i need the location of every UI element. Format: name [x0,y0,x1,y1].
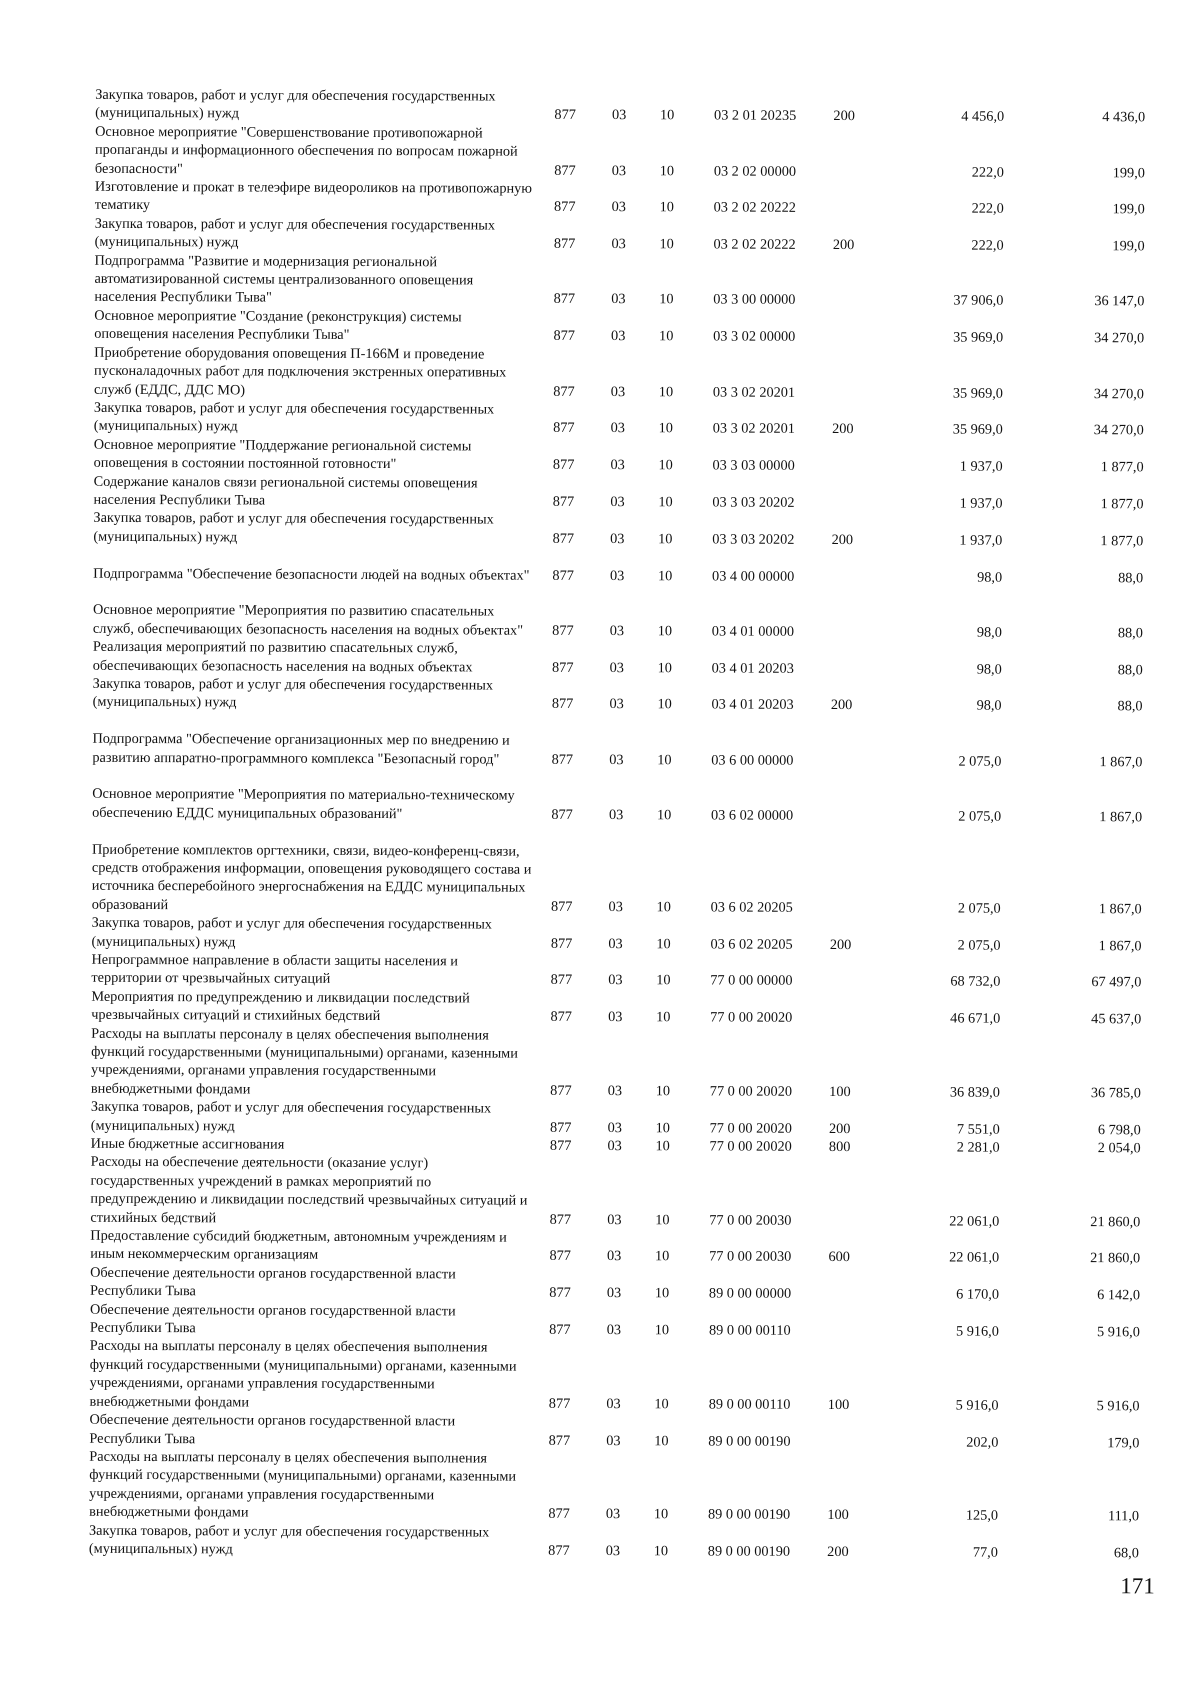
section-code: 03 [609,696,624,713]
expense-type-code [817,475,867,512]
subsection-code: 10 [657,567,673,584]
target-article-code: 03 3 03 00000 [712,457,795,474]
expense-name: Основное мероприятие "Поддержание региональной системы оповещения в состоянии постоянной готовности" [93,436,472,473]
expense-name: Расходы на выплаты персоналу в целях обеспечения выполнения функций государственными (муниципальными) органами, казенными учреждениями, органами управления государственными внебюджетными фондами [89,1448,517,1521]
admin-code: 877 [552,659,574,676]
amount-1: 222,0 [971,237,1004,255]
admin-code: 877 [553,291,576,308]
section-code: 03 [609,751,624,768]
table-row [94,343,1144,403]
table-row [90,1337,1140,1415]
expense-name: Подпрограмма "Обеспечение безопасности людей на водных объектах" [93,565,530,584]
subsection-code: 10 [658,531,673,548]
budget-table-body [89,86,1145,1563]
admin-code: 877 [550,1082,572,1099]
target-article-code: 03 6 02 20205 [710,899,793,916]
table-row [93,546,1143,587]
table-row [94,436,1144,477]
amount-2: 45 637,0 [1091,1011,1142,1028]
expense-name: Иные бюджетные ассигнования [90,1135,285,1153]
amount-2: 1 867,0 [1099,808,1143,826]
expense-name: Основное мероприятие "Мероприятия по материально-техническому обеспечению ЕДДС муниципальных образований" [92,786,515,822]
section-code: 03 [606,1322,622,1339]
amount-1: 98,0 [976,698,1002,715]
amount-2: 34 270,0 [1093,385,1145,402]
expense-type-code: 200 [827,1543,849,1561]
target-article-code: 03 3 03 20202 [712,531,795,548]
expense-name: Обеспечение деятельности органов государственной власти Республики Тыва [89,1301,456,1337]
section-code: 03 [608,898,623,915]
target-article-code: 77 0 00 00000 [710,972,793,990]
table-row [95,215,1145,256]
admin-code: 877 [551,751,574,768]
amount-1: 1 937,0 [959,495,1003,512]
target-article-code: 89 0 00 00190 [707,1543,791,1560]
section-code: 03 [607,1138,622,1155]
expense-name: Закупка товаров, работ и услуг для обеспечения государственных (муниципальных) нужд [93,510,494,546]
subsection-code: 10 [659,162,675,179]
subsection-code: 10 [657,622,673,640]
expense-type-code: 100 [827,1396,850,1413]
expense-name: Обеспечение деятельности органов государственной власти Республики Тыва [90,1264,456,1300]
expense-type-code [815,991,865,1028]
amount-2: 111,0 [1107,1508,1140,1525]
amount-2: 21 860,0 [1090,1213,1141,1231]
expense-type-code: 200 [832,421,854,438]
admin-code: 877 [549,1248,571,1265]
amount-1: 5 916,0 [955,1323,999,1340]
target-article-code: 89 0 00 00190 [707,1506,791,1523]
admin-code: 877 [552,622,574,639]
amount-2: 34 270,0 [1094,330,1145,347]
section-code: 03 [611,107,627,124]
admin-code: 877 [552,493,575,510]
subsection-code: 10 [654,1285,670,1302]
admin-code: 877 [551,696,574,713]
admin-code: 877 [549,1119,572,1136]
expense-name: Основное мероприятие "Совершенствование противопожарной пропаганды и информационного обеспечения по вопросам пожарной безопасности" [94,123,518,177]
table-row [94,307,1144,348]
table-row [90,1300,1140,1341]
admin-code: 877 [551,806,573,823]
table-row [92,914,1142,955]
admin-code: 877 [553,236,576,253]
table-row [89,1411,1139,1452]
target-article-code: 03 3 02 20201 [712,383,796,401]
amount-1: 202,0 [966,1434,999,1451]
expense-type-code [819,181,869,218]
subsection-code: 10 [654,1395,669,1413]
target-article-code: 03 4 01 20203 [711,660,794,677]
target-article-code: 03 3 03 20202 [712,494,795,511]
table-row [90,1227,1140,1268]
budget-table [89,86,1145,1563]
admin-code: 877 [553,328,575,345]
expense-name: Реализация мероприятий по развитию спасательных служб, обеспечивающих безопасность населения на водных объектах [92,638,473,675]
table-row [89,1448,1139,1526]
amount-2: 1 877,0 [1100,459,1144,476]
amount-2: 199,0 [1112,164,1145,181]
amount-1: 68 732,0 [950,973,1001,991]
expense-type-code [817,549,867,586]
amount-1: 2 075,0 [957,937,1001,954]
amount-1: 98,0 [976,661,1002,678]
table-row [93,675,1143,716]
expense-type-code: 200 [828,1120,851,1137]
subsection-code: 10 [659,107,675,124]
amount-2: 1 867,0 [1098,937,1142,954]
amount-2: 5 916,0 [1096,1397,1140,1415]
expense-type-code [814,1267,864,1304]
subsection-code: 10 [658,383,674,400]
expense-name: Закупка товаров, работ и услуг для обеспечения государственных (муниципальных) нужд [90,1098,492,1135]
amount-1: 22 061,0 [949,1213,1000,1230]
amount-2: 6 142,0 [1097,1287,1141,1304]
section-code: 03 [611,236,626,253]
target-article-code: 03 6 02 00000 [710,807,794,824]
section-code: 03 [610,383,626,400]
expense-name: Подпрограмма "Развитие и модернизация региональной автоматизированной системы централизованного оповещения населения Республики Тыва" [94,252,474,307]
amount-2: 36 785,0 [1090,1084,1141,1102]
subsection-code: 10 [659,199,674,216]
subsection-code: 10 [658,420,673,437]
table-row [91,951,1141,992]
table-row [93,638,1143,679]
target-article-code: 77 0 00 20020 [709,1120,792,1137]
expense-name: Непрограммное направление в области защиты населения и территории от чрезвычайных ситуаций [91,951,458,988]
amount-2: 4 436,0 [1102,109,1146,126]
target-article-code: 77 0 00 20030 [709,1248,792,1266]
expense-type-code: 100 [827,1507,849,1524]
amount-1: 35 969,0 [952,385,1004,402]
amount-1: 222,0 [971,201,1004,218]
table-row [95,123,1145,183]
section-code: 03 [607,1211,622,1228]
section-code: 03 [610,530,625,547]
section-code: 03 [605,1506,621,1523]
admin-code: 877 [548,1505,570,1523]
target-article-code: 03 3 00 00000 [713,291,796,309]
expense-type-code [816,715,866,770]
table-row [90,1264,1140,1305]
admin-code: 877 [548,1432,571,1449]
admin-code: 877 [549,1211,572,1228]
amount-2: 1 877,0 [1100,532,1144,550]
subsection-code: 10 [659,328,674,345]
amount-2: 199,0 [1112,201,1145,218]
amount-2: 36 147,0 [1094,293,1145,310]
amount-2: 88,0 [1118,569,1144,586]
amount-2: 1 867,0 [1098,900,1142,918]
subsection-code: 10 [654,1432,669,1449]
section-code: 03 [610,420,625,437]
target-article-code: 03 3 02 20201 [712,420,795,438]
subsection-code: 10 [657,751,672,768]
table-row [91,988,1141,1029]
target-article-code: 77 0 00 20030 [709,1212,792,1229]
target-article-code: 03 6 02 20205 [710,936,793,953]
amount-1: 5 916,0 [955,1397,999,1414]
target-article-code: 89 0 00 00190 [708,1432,791,1450]
section-code: 03 [608,972,623,989]
amount-2: 1 877,0 [1100,496,1144,513]
subsection-code: 10 [655,1083,671,1100]
section-code: 03 [609,622,625,639]
section-code: 03 [609,567,625,584]
amount-2: 21 860,0 [1090,1250,1141,1267]
subsection-code: 10 [656,972,671,989]
table-row [92,822,1142,919]
subsection-code: 10 [658,457,673,474]
section-code: 03 [611,199,626,216]
amount-1: 1 937,0 [959,532,1003,549]
table-row [90,1153,1140,1231]
subsection-code: 10 [655,1211,670,1228]
expense-type-code [819,126,869,181]
admin-code: 877 [549,1321,571,1338]
admin-code: 877 [553,420,575,437]
expense-name: Мероприятия по предупреждению и ликвидации последствий чрезвычайных ситуаций и стихийных бедствий [91,988,470,1025]
target-article-code: 03 2 02 20222 [713,236,796,254]
target-article-code: 77 0 00 20020 [709,1083,793,1100]
expense-name: Расходы на выплаты персоналу в целях обеспечения выполнения функций государственными (муниципальными) органами, казенными учреждениями, органами управления государственными внебюджетными фондами [89,1338,517,1411]
section-code: 03 [606,1432,621,1449]
table-row [91,1098,1141,1139]
section-code: 03 [608,935,623,952]
expense-type-code [818,255,868,310]
amount-1: 36 839,0 [949,1084,1000,1101]
expense-type-code: 200 [830,697,853,714]
subsection-code: 10 [653,1543,669,1560]
target-article-code: 89 0 00 00110 [709,1322,791,1339]
amount-2: 1 867,0 [1099,753,1143,770]
admin-code: 877 [550,935,573,952]
expense-name: Закупка товаров, работ и услуг для обеспечения государственных (муниципальных) нужд [94,215,496,251]
table-row [92,712,1142,772]
subsection-code: 10 [659,291,674,308]
amount-2: 68,0 [1113,1545,1139,1562]
amount-1: 77,0 [972,1544,998,1561]
admin-code: 877 [553,383,575,400]
expense-name: Предоставление субсидий бюджетным, автономным учреждениям и иным некоммерческим организациям [90,1227,507,1264]
expense-type-code: 100 [829,1083,851,1100]
amount-2: 67 497,0 [1091,974,1142,991]
subsection-code: 10 [656,898,671,916]
amount-2: 199,0 [1112,238,1145,255]
section-code: 03 [611,162,627,179]
target-article-code: 03 2 02 20222 [713,199,796,217]
expense-type-code: 200 [832,237,855,254]
expense-name: Приобретение комплектов оргтехники, связи, видео-конференц-связи, средств отображения информации, оповещения руководящего состава и источника бесперебойного энергоснабжения на ЕДДС муниципальных образований [91,841,532,913]
section-code: 03 [611,328,626,345]
expense-type-code [818,439,868,476]
section-code: 03 [608,1009,623,1026]
expense-type-code [814,1156,864,1230]
expense-type-code [815,954,865,991]
amount-2: 88,0 [1117,624,1143,642]
table-row [93,472,1143,513]
expense-type-code [816,825,866,917]
section-code: 03 [607,1248,622,1265]
expense-name: Закупка товаров, работ и услуг для обеспечения государственных (муниципальных) нужд [92,675,494,711]
target-article-code: 77 0 00 20020 [710,1009,793,1027]
expense-name: Расходы на обеспечение деятельности (оказание услуг) государственных учреждений в рамках мероприятий по предупреждению и ликвидации последствий чрезвычайных ситуаций и стихийных бедствий [90,1154,528,1226]
subsection-code: 10 [657,659,672,676]
amount-2: 179,0 [1107,1434,1140,1451]
target-article-code: 03 2 02 00000 [713,163,797,180]
amount-1: 6 170,0 [956,1286,1000,1304]
expense-name: Основное мероприятие "Создание (реконструкция) системы оповещения населения Республики Тыва" [94,307,462,344]
amount-2: 2 054,0 [1097,1140,1141,1157]
amount-1: 98,0 [976,624,1002,641]
amount-1: 35 969,0 [952,421,1003,439]
expense-name: Закупка товаров, работ и услуг для обеспечения государственных (муниципальных) нужд [91,914,493,950]
amount-1: 1 937,0 [959,458,1003,475]
expense-type-code: 600 [828,1249,850,1266]
subsection-code: 10 [656,935,671,952]
expense-type-code [817,641,867,678]
target-article-code: 89 0 00 00000 [708,1285,792,1303]
section-code: 03 [609,659,624,676]
page-number: 171 [1120,1573,1155,1599]
admin-code: 877 [548,1542,570,1559]
table-row [89,1521,1139,1562]
target-article-code: 03 2 01 20235 [714,107,797,125]
subsection-code: 10 [655,1248,670,1265]
target-article-code: 03 4 01 00000 [711,623,795,640]
section-code: 03 [611,291,626,308]
section-code: 03 [610,457,625,474]
amount-1: 7 551,0 [956,1121,1000,1138]
expense-type-code: 200 [829,936,852,953]
table-row [93,583,1143,643]
target-article-code: 89 0 00 00110 [708,1396,791,1413]
table-row [94,251,1144,311]
subsection-code: 10 [659,236,674,253]
expense-name: Закупка товаров, работ и услуг для обеспечения государственных (муниципальных) нужд [93,399,495,435]
amount-1: 4 456,0 [961,108,1005,126]
amount-2: 6 798,0 [1097,1121,1141,1138]
amount-1: 46 671,0 [950,1010,1001,1027]
expense-name: Основное мероприятие "Мероприятия по развитию спасательных служб, обеспечивающих безопасность населения на водных объектах" [92,602,524,639]
amount-1: 37 906,0 [953,293,1004,310]
expense-type-code [814,1304,864,1341]
target-article-code: 03 3 02 00000 [713,328,796,346]
amount-1: 222,0 [971,164,1004,181]
expense-type-code [813,1414,863,1451]
amount-1: 2 075,0 [958,753,1002,770]
subsection-code: 10 [655,1119,670,1136]
admin-code: 877 [554,199,576,216]
amount-1: 2 075,0 [958,808,1002,825]
amount-2: 34 270,0 [1093,422,1144,439]
expense-name: Подпрограмма "Обеспечение организационных мер по внедрению и развитию аппаратно-программного комплекса "Безопасный город" [92,730,510,768]
amount-1: 2 075,0 [957,900,1001,917]
expense-type-code [817,586,867,641]
target-article-code: 03 4 00 00000 [712,568,795,585]
subsection-code: 10 [656,806,672,824]
expense-name: Изготовление и прокат в телеэфире видеороликов на противопожарную тематику [94,178,533,214]
table-row [95,178,1145,219]
expense-name: Закупка товаров, работ и услуг для обеспечения государственных (муниципальных) нужд [88,1522,490,1558]
expense-name: Содержание каналов связи региональной системы оповещения населения Республики Тыва [93,473,478,509]
target-article-code: 03 4 01 20203 [711,696,794,714]
expense-type-code [818,347,868,402]
admin-code: 877 [554,107,576,124]
admin-code: 877 [549,1137,572,1154]
subsection-code: 10 [657,696,672,713]
section-code: 03 [607,1119,622,1136]
admin-code: 877 [554,162,576,179]
section-code: 03 [606,1285,622,1302]
amount-2: 5 916,0 [1096,1324,1140,1341]
admin-code: 877 [548,1395,571,1412]
expense-name: Обеспечение деятельности органов государственной власти Республики Тыва [89,1411,456,1447]
amount-2: 88,0 [1117,661,1143,678]
expense-name: Расходы на выплаты персоналу в целях обеспечения выполнения функций государственными (муниципальными) органами, казенными учреждениями, органами управления государственными внебюджетными фондами [90,1025,518,1098]
subsection-code: 10 [654,1322,670,1339]
section-code: 03 [606,1395,621,1412]
amount-1: 22 061,0 [949,1249,1000,1267]
section-code: 03 [610,493,625,511]
table-row [95,86,1145,127]
section-code: 03 [608,806,624,823]
target-article-code: 03 6 00 00000 [711,752,794,769]
admin-code: 877 [549,1285,571,1302]
subsection-code: 10 [653,1506,669,1523]
admin-code: 877 [550,1008,573,1026]
table-row [92,767,1142,827]
expense-type-code [816,770,866,825]
table-row [93,509,1143,550]
admin-code: 877 [550,972,573,989]
amount-1: 35 969,0 [953,329,1004,347]
section-code: 03 [605,1542,621,1560]
subsection-code: 10 [656,1009,671,1026]
expense-type-code: 200 [831,531,854,548]
subsection-code: 10 [658,494,673,511]
subsection-code: 10 [655,1138,670,1155]
admin-code: 877 [550,898,573,915]
admin-code: 877 [552,456,575,474]
table-row [91,1024,1141,1102]
target-article-code: 77 0 00 20020 [709,1138,792,1155]
amount-2: 88,0 [1117,698,1143,715]
amount-1: 2 281,0 [956,1139,1000,1156]
expense-type-code [818,310,868,347]
section-code: 03 [607,1082,623,1099]
amount-1: 98,0 [977,569,1003,586]
expense-type-code: 800 [828,1139,851,1156]
admin-code: 877 [552,567,574,584]
expense-name: Закупка товаров, работ и услуг для обеспечения государственных (муниципальных) нужд [95,86,496,122]
expense-type-code: 200 [833,108,855,125]
table-row [94,399,1144,440]
expense-name: Приобретение оборудования оповещения П-166М и проведение пусконаладочных работ для подключения экстренных оперативных служб (ЕДДС, ДДС МО) [93,344,507,398]
admin-code: 877 [552,530,575,547]
amount-1: 125,0 [965,1507,999,1524]
